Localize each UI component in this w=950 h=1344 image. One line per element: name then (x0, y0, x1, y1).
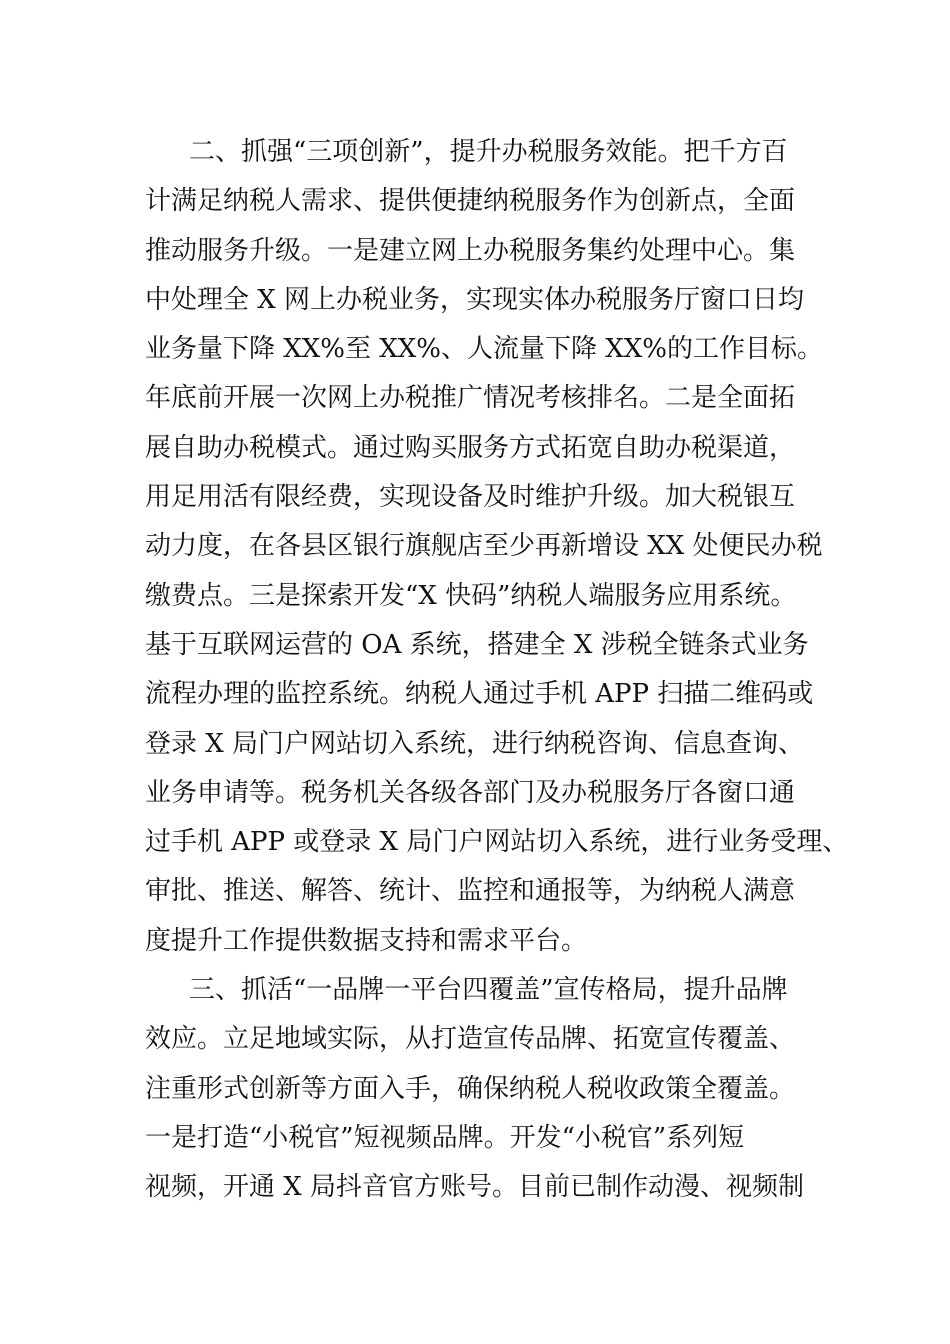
paragraph-2-line-8: 用足用活有限经费，实现设备及时维护升级。加大税银互 (145, 482, 796, 513)
paragraph-2-line-2: 计满足纳税人需求、提供便捷纳税服务作为创新点，全面 (145, 186, 796, 217)
paragraph-3-line-3: 注重形式创新等方面入手，确保纳税人税收政策全覆盖。 (145, 1073, 796, 1104)
paragraph-2-line-13: 登录 X 局门户网站切入系统，进行纳税咨询、信息查询、 (145, 728, 805, 759)
paragraph-2-line-15: 过手机 APP 或登录 X 局门户网站切入系统，进行业务受理、 (145, 827, 849, 858)
paragraph-2-line-7: 展自助办税模式。通过购买服务方式拓宽自助办税渠道， (145, 432, 796, 463)
paragraph-2-line-16: 审批、推送、解答、统计、监控和通报等，为纳税人满意 (145, 876, 796, 907)
paragraph-2-line-1: 二、抓强“三项创新”，提升办税服务效能。把千方百 (189, 137, 788, 167)
paragraph-2-line-9: 动力度，在各县区银行旗舰店至少再新增设 XX 处便民办税 (145, 531, 823, 562)
paragraph-2-line-10: 缴费点。三是探索开发“X 快码”纳税人端服务应用系统。 (145, 580, 797, 611)
paragraph-3-line-1: 三、抓活“一品牌一平台四覆盖”宣传格局，提升品牌 (189, 975, 788, 1006)
paragraph-2-line-11: 基于互联网运营的 OA 系统，搭建全 X 涉税全链条式业务 (145, 629, 809, 660)
paragraph-2-line-6: 年底前开展一次网上办税推广情况考核排名。二是全面拓 (145, 383, 796, 414)
paragraph-2-line-17: 度提升工作提供数据支持和需求平台。 (145, 925, 588, 956)
paragraph-3-line-5: 视频，开通 X 局抖音官方账号。目前已制作动漫、视频制 (145, 1172, 805, 1203)
paragraph-2-line-14: 业务申请等。税务机关各级各部门及办税服务厅各窗口通 (145, 777, 796, 808)
document-body (145, 128, 849, 1213)
paragraph-2-line-3: 推动服务升级。一是建立网上办税服务集约处理中心。集 (145, 235, 796, 266)
paragraph-2-line-12: 流程办理的监控系统。纳税人通过手机 APP 扫描二维码或 (145, 679, 814, 710)
paragraph-3-line-4: 一是打造“小税官”短视频品牌。开发“小税官”系列短 (145, 1122, 745, 1153)
paragraph-3-line-2: 效应。立足地域实际，从打造宣传品牌、拓宽宣传覆盖、 (145, 1024, 796, 1055)
paragraph-2-line-4: 中处理全 X 网上办税业务，实现实体办税服务厅窗口日均 (145, 284, 805, 315)
paragraph-2-line-5: 业务量下降 XX%至 XX%、人流量下降 XX%的工作目标。 (145, 334, 823, 365)
